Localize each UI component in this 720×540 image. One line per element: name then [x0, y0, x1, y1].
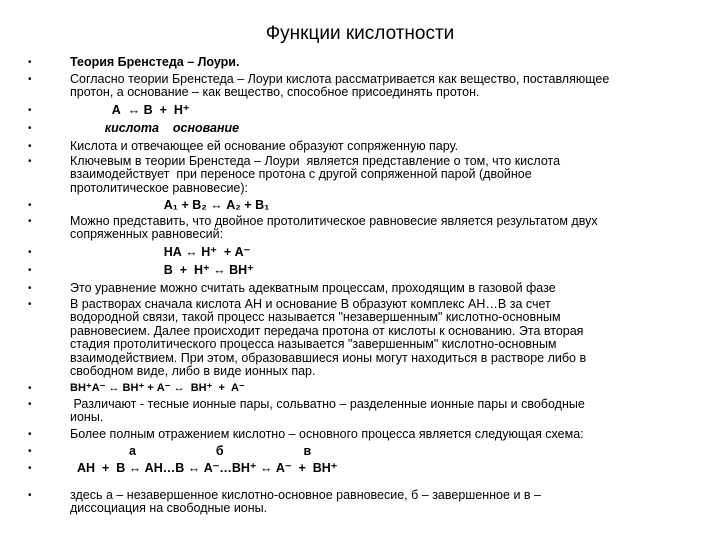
- bullet-icon: •: [28, 74, 32, 85]
- item-text: Это уравнение можно считать адекватным процессам, проходящим в газовой фазе: [70, 281, 556, 295]
- bullet-icon: •: [28, 57, 32, 68]
- item-text: Ключевым в теории Бренстеда – Лоури является представление о том, что кислота взаимодействует при переносе протона с другой сопряженной парой (двойное протолитическое равновесие):: [70, 154, 561, 195]
- bullet-icon: •: [28, 383, 32, 394]
- item-text: Согласно теории Бренстеда – Лоури кислота рассматривается как вещество, поставляющее протон, а основание – как вещество, способное присоединять протон.: [70, 72, 610, 100]
- item-text: А ↔ В + Н⁺: [70, 103, 190, 117]
- bullet-icon: •: [28, 463, 32, 474]
- item-text: Теория Бренстеда – Лоури.: [70, 55, 240, 69]
- item-text: НА ↔ Н⁺ + А⁻: [70, 245, 251, 259]
- bullet-icon: •: [28, 299, 32, 310]
- bullet-icon: •: [28, 490, 32, 501]
- item-text: кислота основание: [70, 121, 240, 135]
- bullet-icon: •: [28, 429, 32, 440]
- item-text: а б в: [70, 444, 312, 458]
- bullet-icon: •: [28, 446, 32, 457]
- bullet-icon: •: [28, 283, 32, 294]
- item-text: Кислота и отвечающее ей основание образуют сопряженную пару.: [70, 139, 459, 153]
- bullet-icon: •: [28, 399, 32, 410]
- item-text: ВН⁺А⁻ ↔ ВН⁺ + А⁻ ↔ ВН⁺ + А⁻: [70, 382, 245, 394]
- bullet-icon: •: [28, 141, 32, 152]
- item-text: АН + В ↔ АН…В ↔ А⁻…ВН⁺ ↔ А⁻ + ВН⁺: [70, 461, 338, 475]
- item-text: здесь а – незавершенное кислотно-основное равновесие, б – завершенное и в – диссоциация на свободные ионы.: [70, 488, 541, 516]
- bullet-icon: •: [28, 247, 32, 258]
- bullet-icon: •: [28, 200, 32, 211]
- item-text: В + Н⁺ ↔ ВН⁺: [70, 263, 254, 277]
- bullet-icon: •: [28, 156, 32, 167]
- bullet-icon: •: [28, 265, 32, 276]
- item-text: Различают - тесные ионные пары, сольватно – разделенные ионные пары и свободные ионы.: [70, 397, 585, 425]
- bullet-icon: •: [28, 216, 32, 227]
- bullet-icon: •: [28, 105, 32, 116]
- bullet-icon: •: [28, 123, 32, 134]
- item-text: А₁ + В₂ ↔ А₂ + В₁: [70, 198, 270, 212]
- item-text: Можно представить, что двойное протолитическое равновесие является результатом двух сопряженных равновесий:: [70, 214, 598, 242]
- slide-title: Функции кислотности: [265, 23, 455, 44]
- item-text: Более полным отражением кислотно – основного процесса является следующая схема:: [70, 427, 584, 441]
- item-text: В растворах сначала кислота АН и основание В образуют комплекс АН…В за счет водородной связи, такой процесс называется "незавершенным" кислотно-основным равновесием. Далее происходит передача протона от кислоты к основанию. Эта вторая стадия протолитического процесса называется "завершенным" кислотно-основным взаимодействием. При этом, образовавшиеся ионы могут находиться в растворе либо в свободном виде, либо в виде ионных пар.: [70, 297, 587, 379]
